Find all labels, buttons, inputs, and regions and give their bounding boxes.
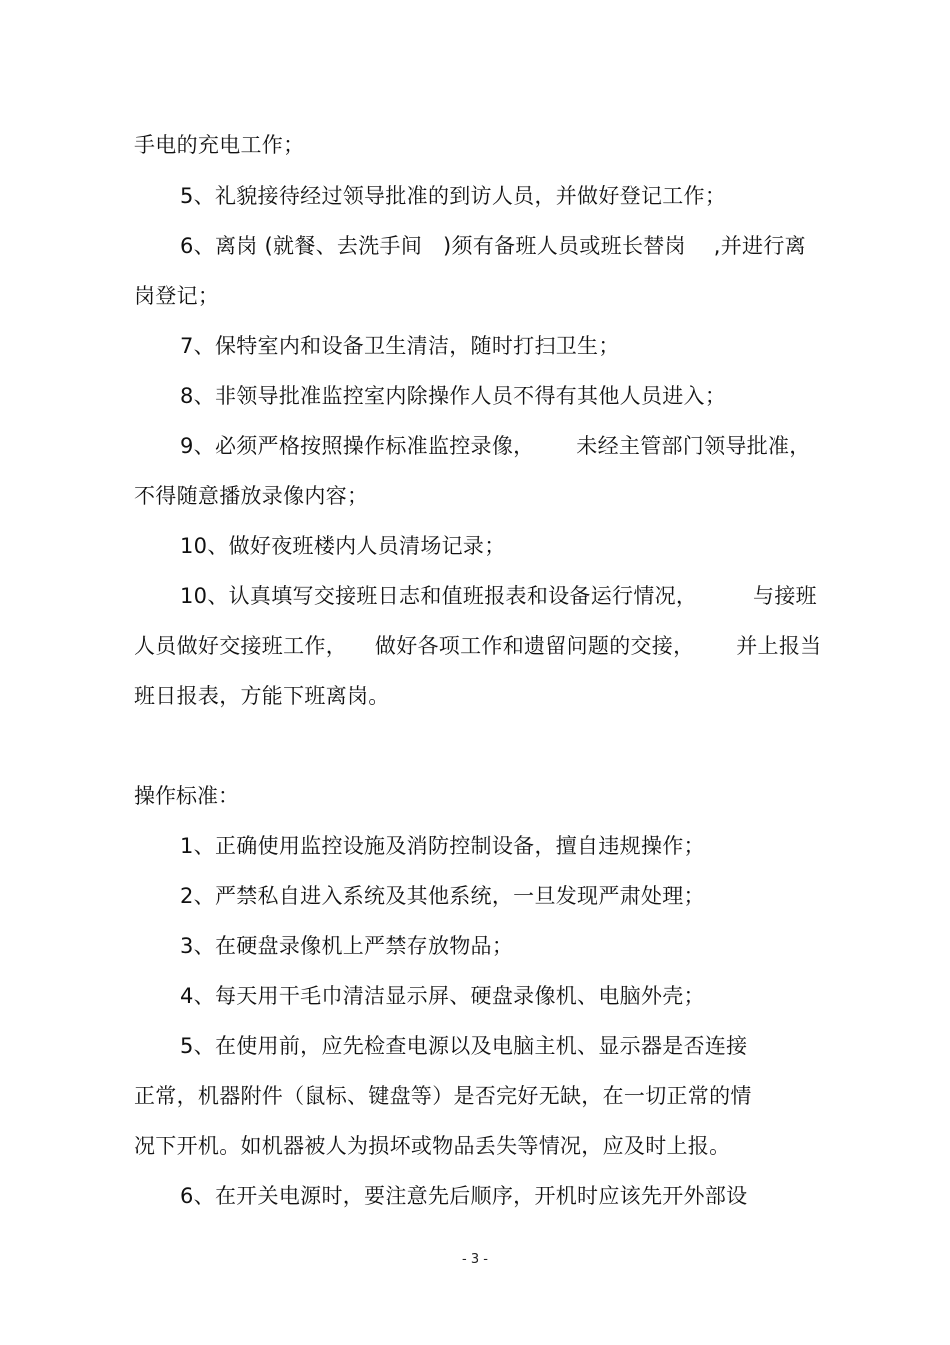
duty-line: 7、保特室内和设备卫生清洁，随时打扫卫生；	[180, 334, 620, 358]
duty-line: 9、必须严格按照操作标准监控录像， 未经主管部门领导批准，	[180, 434, 811, 458]
duty-line: 不得随意播放录像内容；	[134, 484, 369, 508]
standard-line: 1、正确使用监控设施及消防控制设备，擅自违规操作；	[180, 834, 705, 858]
duty-line: 10、做好夜班楼内人员清场记录；	[180, 534, 506, 558]
duty-line: 岗登记；	[134, 284, 220, 308]
standard-line: 6、在开关电源时，要注意先后顺序，开机时应该先开外部设	[180, 1184, 748, 1208]
duty-line: 手电的充电工作；	[134, 133, 305, 157]
standard-line: 5、在使用前，应先检查电源以及电脑主机、显示器是否连接	[180, 1034, 748, 1058]
standard-line: 3、在硬盘录像机上严禁存放物品；	[180, 934, 514, 958]
section-heading: 操作标准：	[134, 784, 239, 808]
duty-line: 6、离岗 (就餐、去洗手间 )须有备班人员或班长替岗 ,并进行离	[180, 234, 806, 258]
standard-line: 况下开机。如机器被人为损坏或物品丢失等情况，应及时上报。	[134, 1134, 731, 1158]
standard-line: 2、严禁私自进入系统及其他系统，一旦发现严肃处理；	[180, 884, 705, 908]
standard-line: 正常，机器附件（鼠标、键盘等）是否完好无缺，在一切正常的情	[134, 1084, 752, 1108]
duty-line: 班日报表，方能下班离岗。	[134, 684, 390, 708]
duty-line: 10、认真填写交接班日志和值班报表和设备运行情况， 与接班	[180, 584, 817, 608]
duty-line: 8、非领导批准监控室内除操作人员不得有其他人员进入；	[180, 384, 727, 408]
standard-line: 4、每天用干毛巾清洁显示屏、硬盘录像机、电脑外壳；	[180, 984, 705, 1008]
duty-line: 人员做好交接班工作， 做好各项工作和遗留问题的交接， 并上报当	[134, 634, 822, 658]
duty-line: 5、礼貌接待经过领导批准的到访人员，并做好登记工作；	[180, 184, 727, 208]
page-number: - 3 -	[462, 1252, 488, 1267]
